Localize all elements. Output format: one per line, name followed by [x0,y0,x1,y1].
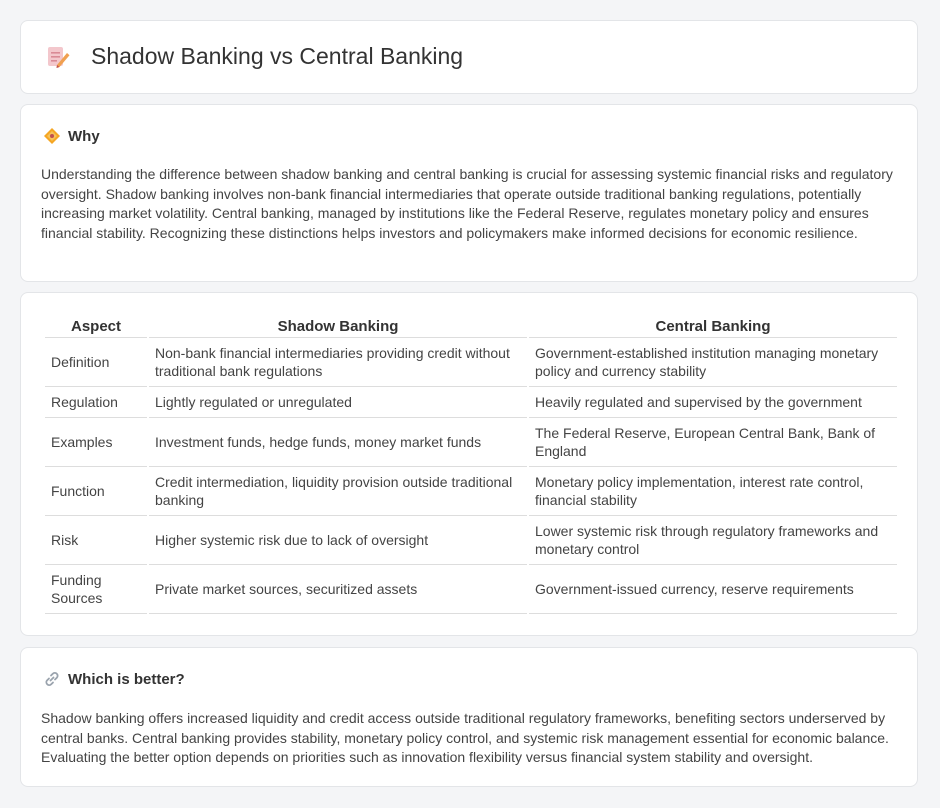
shadow-cell: Lightly regulated or unregulated [149,387,527,418]
aspect-cell: Examples [45,418,147,467]
header-central-banking: Central Banking [529,315,897,338]
page-title: Shadow Banking vs Central Banking [91,43,464,69]
table-row [45,338,897,387]
why-heading: Why [68,127,100,145]
aspect-cell: Risk [45,516,147,565]
table-header-row [45,315,897,338]
shadow-cell: Private market sources, securitized assets [149,565,527,614]
table-row [45,516,897,565]
table-row [45,565,897,614]
aspect-cell: Definition [45,338,147,387]
header-shadow-banking: Shadow Banking [149,315,527,338]
central-cell: Lower systemic risk through regulatory frameworks and monetary control [529,516,897,565]
table-row [45,418,897,467]
table-row [45,387,897,418]
why-text: Understanding the difference between shadow banking and central banking is crucial for assessing systemic financial risks and regulatory oversight. Shadow banking involves non-bank financial intermediaries that operate outside traditional banking regulations, potentially increasing market volatility. Central banking, managed by institutions like the Federal Reserve, regulates monetary policy and ensures financial stability. Recognizing these distinctions helps investors and policymakers make informed decisions for economic resilience. [41,166,893,241]
central-cell: Heavily regulated and supervised by the government [529,387,897,418]
central-cell: Government-established institution managing monetary policy and currency stability [529,338,897,387]
aspect-cell: Regulation [45,387,147,418]
comparison-table [43,315,899,614]
why-section [20,104,918,282]
shadow-cell: Investment funds, hedge funds, money market funds [149,418,527,467]
comparison-table-card [20,292,918,636]
aspect-cell: Function [45,467,147,516]
title-card [20,20,918,94]
link-icon [43,670,61,688]
central-cell: The Federal Reserve, European Central Bank, Bank of England [529,418,897,467]
table-row [45,467,897,516]
header-aspect: Aspect [45,315,147,338]
diamond-sign-icon [43,127,61,145]
central-cell: Government-issued currency, reserve requirements [529,565,897,614]
document-pencil-icon [45,44,71,70]
central-cell: Monetary policy implementation, interest rate control, financial stability [529,467,897,516]
shadow-cell: Non-bank financial intermediaries providing credit without traditional bank regulations [149,338,527,387]
which-is-better-heading: Which is better? [68,670,185,688]
which-is-better-section [20,647,918,787]
aspect-cell: Funding Sources [45,565,147,614]
shadow-cell: Higher systemic risk due to lack of oversight [149,516,527,565]
which-is-better-text: Shadow banking offers increased liquidity and credit access outside traditional regulatory frameworks, benefiting sectors underserved by central banks. Central banking provides stability, monetary policy control, and systemic risk management essential for economic balance. Evaluating the better option depends on priorities such as innovation flexibility versus financial system stability and oversight. [41,710,889,765]
shadow-cell: Credit intermediation, liquidity provision outside traditional banking [149,467,527,516]
